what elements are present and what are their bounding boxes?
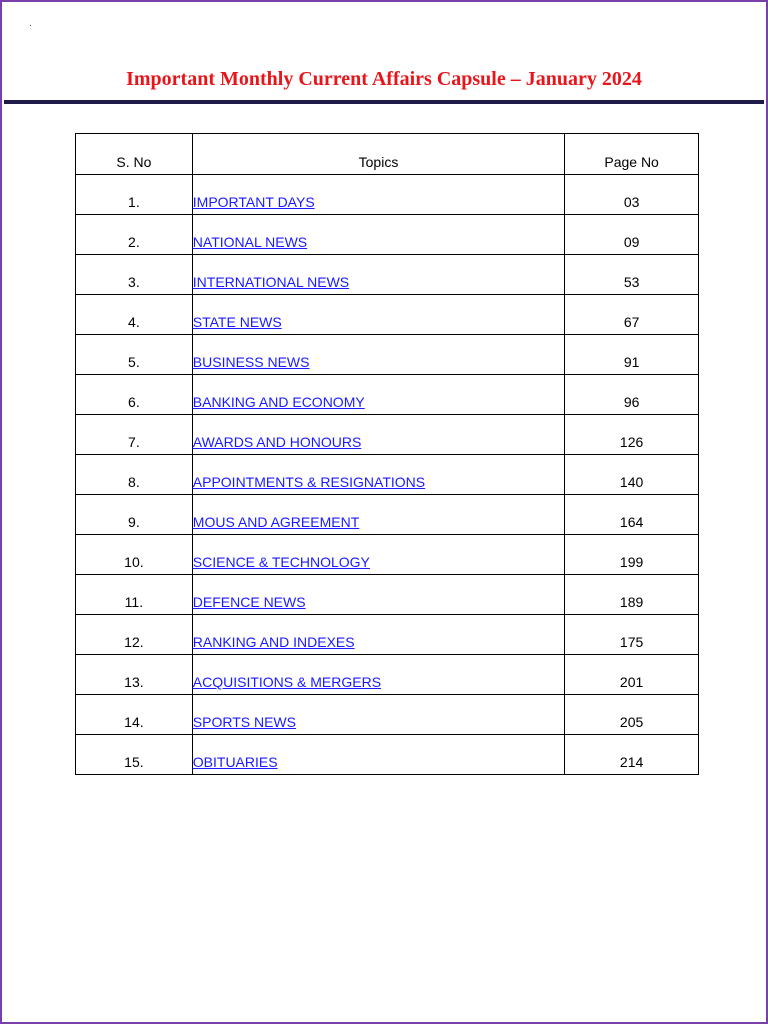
row-serial-number: 6.: [76, 375, 193, 415]
row-topic-cell: [192, 335, 564, 375]
row-topic-cell: [192, 175, 564, 215]
table-row: [76, 415, 699, 455]
row-page-number: 126: [565, 415, 699, 455]
topic-link[interactable]: ACQUISITIONS & MERGERS: [192, 674, 382, 690]
row-page-number: 53: [565, 255, 699, 295]
row-page-number: 67: [565, 295, 699, 335]
table-row: [76, 215, 699, 255]
topic-link[interactable]: SCIENCE & TECHNOLOGY: [192, 554, 370, 570]
table-row: [76, 695, 699, 735]
table-row: [76, 295, 699, 335]
column-header-sno: S. No: [76, 134, 193, 175]
row-page-number: 03: [565, 175, 699, 215]
row-serial-number: 13.: [76, 655, 193, 695]
column-header-page-no: Page No: [565, 134, 699, 175]
table-row: [76, 335, 699, 375]
row-serial-number: 1.: [76, 175, 193, 215]
topic-link[interactable]: MOUS AND AGREEMENT: [192, 514, 360, 530]
row-topic-cell: [192, 415, 564, 455]
row-topic-cell: [192, 375, 564, 415]
table-row: [76, 255, 699, 295]
topic-link[interactable]: BUSINESS NEWS: [192, 354, 310, 370]
row-serial-number: 3.: [76, 255, 193, 295]
topic-link[interactable]: BANKING AND ECONOMY: [192, 394, 365, 410]
table-row: [76, 175, 699, 215]
topic-link[interactable]: NATIONAL NEWS: [192, 234, 308, 250]
row-page-number: 91: [565, 335, 699, 375]
title-divider: [4, 100, 764, 104]
row-page-number: 175: [565, 615, 699, 655]
table-body: [76, 175, 699, 775]
row-topic-cell: [192, 255, 564, 295]
topic-link[interactable]: DEFENCE NEWS: [192, 594, 306, 610]
row-page-number: 189: [565, 575, 699, 615]
row-page-number: 214: [565, 735, 699, 775]
row-serial-number: 7.: [76, 415, 193, 455]
row-page-number: 96: [565, 375, 699, 415]
row-serial-number: 10.: [76, 535, 193, 575]
topic-link[interactable]: SPORTS NEWS: [192, 714, 296, 730]
table-row: [76, 495, 699, 535]
row-serial-number: 12.: [76, 615, 193, 655]
topic-link[interactable]: APPOINTMENTS & RESIGNATIONS: [192, 474, 426, 490]
header-dot: .: [29, 18, 32, 29]
row-topic-cell: [192, 575, 564, 615]
table-row: [76, 615, 699, 655]
page-title: Important Monthly Current Affairs Capsule – January 2024: [126, 68, 642, 90]
row-serial-number: 11.: [76, 575, 193, 615]
table-row: [76, 375, 699, 415]
table-row: [76, 455, 699, 495]
row-topic-cell: [192, 695, 564, 735]
table-row: [76, 655, 699, 695]
row-serial-number: 2.: [76, 215, 193, 255]
row-topic-cell: [192, 215, 564, 255]
row-topic-cell: [192, 735, 564, 775]
topic-link[interactable]: STATE NEWS: [192, 314, 282, 330]
row-topic-cell: [192, 655, 564, 695]
table-row: [76, 735, 699, 775]
row-serial-number: 4.: [76, 295, 193, 335]
row-topic-cell: [192, 295, 564, 335]
table-row: [76, 575, 699, 615]
row-topic-cell: [192, 495, 564, 535]
row-topic-cell: [192, 535, 564, 575]
row-serial-number: 8.: [76, 455, 193, 495]
row-topic-cell: [192, 615, 564, 655]
row-page-number: 164: [565, 495, 699, 535]
table-header-row: [76, 134, 699, 175]
topic-link[interactable]: OBITUARIES: [192, 754, 278, 770]
topic-link[interactable]: AWARDS AND HONOURS: [192, 434, 362, 450]
column-header-topics: Topics: [192, 134, 564, 175]
row-serial-number: 5.: [76, 335, 193, 375]
topic-link[interactable]: RANKING AND INDEXES: [192, 634, 355, 650]
row-page-number: 140: [565, 455, 699, 495]
contents-table: [75, 133, 699, 775]
row-serial-number: 15.: [76, 735, 193, 775]
row-page-number: 201: [565, 655, 699, 695]
row-page-number: 199: [565, 535, 699, 575]
row-topic-cell: [192, 455, 564, 495]
row-serial-number: 9.: [76, 495, 193, 535]
row-serial-number: 14.: [76, 695, 193, 735]
topic-link[interactable]: IMPORTANT DAYS: [192, 194, 315, 210]
row-page-number: 205: [565, 695, 699, 735]
table-row: [76, 535, 699, 575]
topic-link[interactable]: INTERNATIONAL NEWS: [192, 274, 350, 290]
row-page-number: 09: [565, 215, 699, 255]
